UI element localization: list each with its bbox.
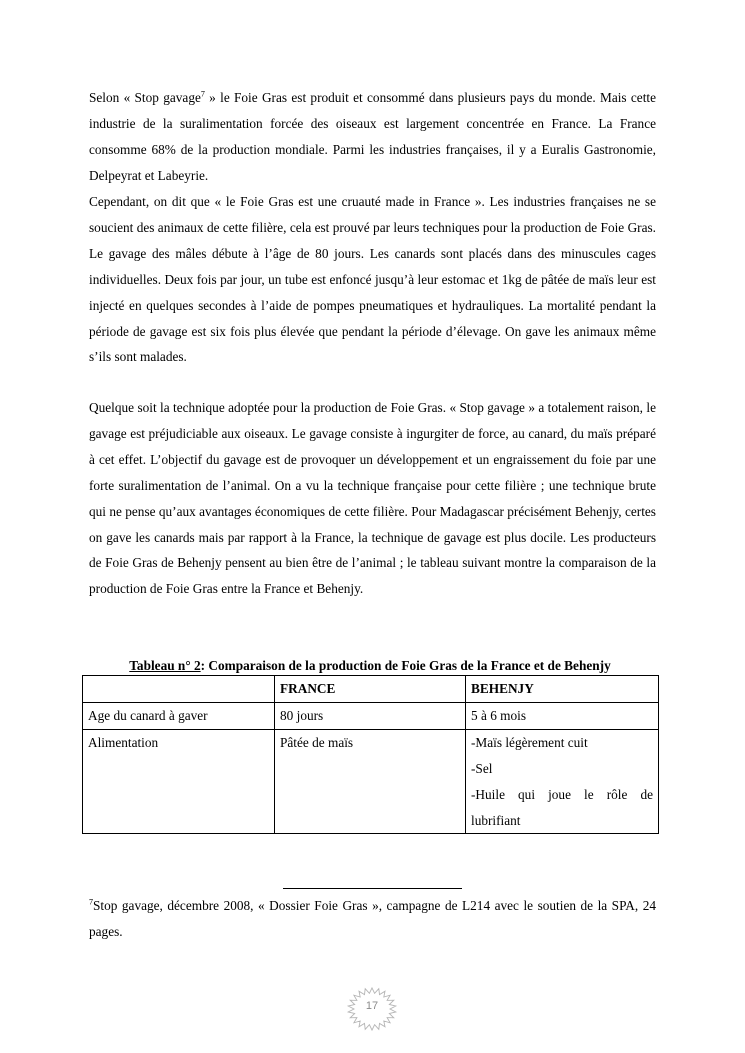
table-caption-text: : Comparaison de la production de Foie Gras de la France et de Behenjy (200, 658, 611, 673)
header-cell-empty (83, 676, 275, 703)
cell-behenjy-age: 5 à 6 mois (466, 702, 659, 729)
paragraph-stop-gavage (89, 85, 656, 189)
table-header-row (83, 676, 659, 703)
paragraph-1-end: » le Foie Gras est produit et consommé dans plusieurs pays du monde. Mais cette industrie de la suralimentation forcée des oiseaux est largement concentrée en France. La France consomme 68% de la production mondiale. Parmi les industries françaises, il y a Euralis Gastronomie, Delpeyrat et Labeyrie. (89, 90, 656, 183)
paragraph-technique: Quelque soit la technique adoptée pour la production de Foie Gras. « Stop gavage » a totalement raison, le gavage est préjudiciable aux oiseaux. Le gavage consiste à ingurgiter de force, au canard, du maïs préparé à cet effet. L’objectif du gavage est de provoquer un développement et un engraissement du foie par une forte suralimentation de l’animal. On a vu la technique française pour cette filière ; une technique brute qui ne pense qu’aux avantages économiques de cette filière. Pour Madagascar précisément Behenjy, certes on gave les canards mais par rapport à la France, la technique de gavage est plus docile. Les producteurs de Foie Gras de Behenjy pensent au bien être de l’animal ; le tableau suivant montre la comparaison de la production de Foie Gras entre la France et Behenjy. (89, 400, 656, 597)
table-row (83, 702, 659, 729)
footnote-separator (283, 888, 462, 889)
table-caption (82, 657, 658, 675)
cell-france-age: 80 jours (275, 702, 466, 729)
paragraph-cruaute: Cependant, on dit que « le Foie Gras est une cruauté made in France ». Les industries françaises ne se soucient des animaux de cette filière, cela est prouvé par leurs techniques pour la production de Foie Gras. Le gavage des mâles débute à l’âge de 80 jours. Les canards sont placés dans des minuscules cages individuelles. Deux fois par jour, un tube est enfoncé jusqu’à leur estomac et 1kg de pâtée de maïs leur est injecté en quelques secondes à l’aide de pompes pneumatiques et hydrauliques. La mortalité pendant la période de gavage est six fois plus élevée que pendant la période d’élevage. On gave les animaux même s’ils sont malades. (89, 194, 656, 365)
behenjy-item-huile: -Huile qui joue le rôle de (471, 786, 653, 802)
behenjy-item-sel: -Sel (471, 760, 493, 776)
page-number: 17 (365, 1000, 379, 1012)
row-label-age: Age du canard à gaver (83, 702, 275, 729)
page-number-badge (342, 986, 402, 1032)
footnote-text: Stop gavage, décembre 2008, « Dossier Foie Gras », campagne de L214 avec le soutien de la SPA, 24 pages. (89, 898, 656, 939)
table-caption-label: Tableau n° 2 (129, 658, 201, 673)
footnote-number: 7 (89, 897, 93, 907)
behenjy-item-lubrifiant: lubrifiant (471, 812, 521, 828)
row-label-alimentation: Alimentation (83, 729, 275, 834)
paragraph-1-start: Selon « Stop gavage (89, 90, 201, 105)
cell-france-alimentation: Pâtée de maïs (275, 729, 466, 834)
footnote (89, 893, 656, 945)
footnote-reference: 7 (200, 89, 205, 99)
comparison-table (82, 675, 659, 834)
header-cell-france: FRANCE (275, 676, 466, 703)
table-row (83, 729, 659, 834)
cell-behenjy-alimentation (466, 729, 659, 834)
behenjy-item-mais: -Maïs légèrement cuit (471, 734, 588, 750)
header-cell-behenjy: BEHENJY (466, 676, 659, 703)
